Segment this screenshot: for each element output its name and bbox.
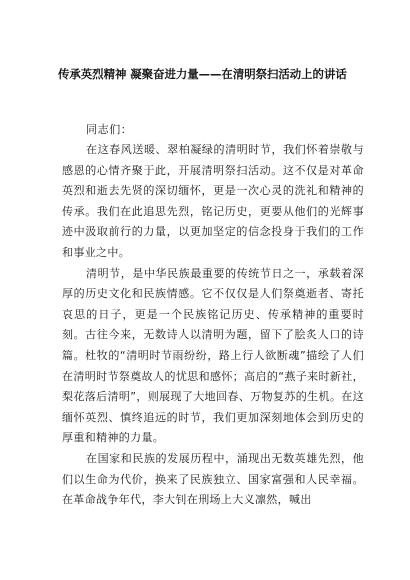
paragraph-1: 在这春风送暖、翠柏凝绿的清明时节，我们怀着崇敬与感恩的心情齐聚于此，开展清明祭扫活动。这不仅是对革命英烈和逝去先贤的深切缅怀，更是一次心灵的洗礼和精神的传承。我们在此追思先烈，铭记历史，更要从他们的光辉事迹中汲取前行的力量，以更加坚定的信念投身于我们的工作和事业之中。 xyxy=(62,143,364,259)
greeting: 同志们： xyxy=(86,123,133,136)
paragraph-3: 在国家和民族的发展历程中，涌现出无数英雄先烈，他们以生命为代价，换来了民族独立、国家富强和人民幸福。在革命战争年代，李大钊在刑场上大义凛然，喊出 xyxy=(62,451,364,507)
document-title: 传承英烈精神 凝聚奋进力量——在清明祭扫活动上的讲话 xyxy=(58,67,347,81)
document-body xyxy=(62,120,364,511)
paragraph-2: 清明节，是中华民族最重要的传统节日之一，承载着深厚的历史文化和民族情感。它不仅仅是人们祭奠逝者、寄托哀思的日子，更是一个民族铭记历史、传承精神的重要时刻。古往今来，无数诗人以清明为题，留下了脍炙人口的诗篇。杜牧的“清明时节雨纷纷，路上行人欲断魂”描绘了人们在清明时节祭奠故人的忧思和感怀；高启的“燕子来时新社，梨花落后清明”，则展现了大地回春、万物复苏的生机。在这缅怀英烈、慎终追远的时节，我们更加深刻地体会到历史的厚重和精神的力量。 xyxy=(62,266,364,445)
